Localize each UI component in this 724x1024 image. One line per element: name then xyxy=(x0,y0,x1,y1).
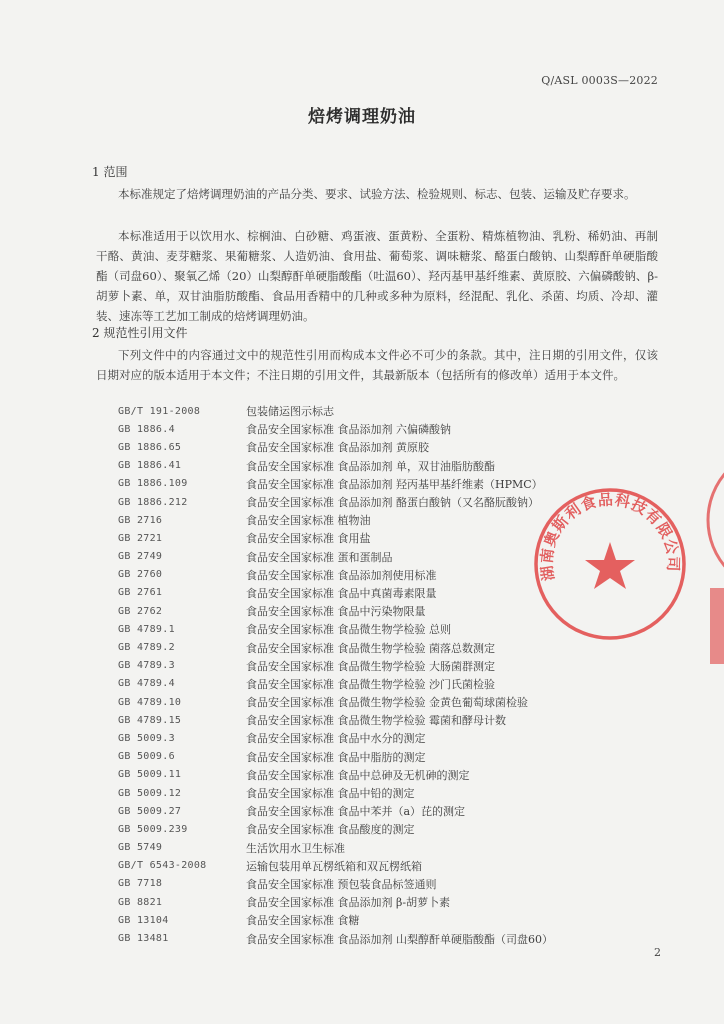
reference-code: GB 5009.239 xyxy=(118,823,188,835)
reference-code: GB 2749 xyxy=(118,551,163,563)
section-heading-references: 2 规范性引用文件 xyxy=(92,326,188,340)
reference-title: 食品安全国家标准 食品中铅的测定 xyxy=(246,787,415,801)
reference-row xyxy=(118,802,598,820)
reference-title: 生活饮用水卫生标准 xyxy=(246,841,345,855)
reference-row xyxy=(118,566,598,584)
reference-code: GB 1886.41 xyxy=(118,460,182,472)
reference-title: 食品安全国家标准 食品添加剂 羟丙基甲基纤维素（HPMC） xyxy=(246,477,543,491)
reference-title: 食品安全国家标准 食品添加剂 山梨醇酐单硬脂酸酯（司盘60） xyxy=(246,932,553,946)
reference-title: 食品安全国家标准 食糖 xyxy=(246,914,360,928)
reference-code: GB 2721 xyxy=(118,532,163,544)
reference-title: 食品安全国家标准 食品添加剂 酪蛋白酸钠（又名酪朊酸钠） xyxy=(246,496,539,510)
reference-code: GB 1886.65 xyxy=(118,441,182,453)
reference-title: 食品安全国家标准 食用盐 xyxy=(246,532,371,546)
reference-row xyxy=(118,548,598,566)
reference-code: GB 2761 xyxy=(118,587,163,599)
section-heading-scope: 1 范围 xyxy=(92,165,128,179)
reference-row xyxy=(118,857,598,875)
reference-title: 食品安全国家标准 食品微生物学检验 大肠菌群测定 xyxy=(246,659,495,673)
reference-row xyxy=(118,584,598,602)
reference-code: GB/T 6543-2008 xyxy=(118,860,207,872)
references-intro: 下列文件中的内容通过文中的规范性引用而构成本文件必不可少的条款。其中，注日期的引用文件，仅该日期对应的版本适用于本文件；不注日期的引用文件，其最新版本（包括所有的修改单）适用于本文件。 xyxy=(96,348,658,382)
reference-code: GB 1886.109 xyxy=(118,478,188,490)
scope-paragraph-2: 本标准适用于以饮用水、棕榈油、白砂糖、鸡蛋液、蛋黄粉、全蛋粉、精炼植物油、乳粉、稀奶油、再制干酪、黄油、麦芽糖浆、果葡糖浆、人造奶油、食用盐、葡萄浆、调味糖浆、酪蛋白酸钠、山梨醇酐单硬脂酸酯（司盘60）、聚氧乙烯（20）山梨醇酐单硬脂酸酯（吐温60）、羟丙基甲基纤维素、黄原胶、六偏磷酸钠、β-胡萝卜素、单，双甘油脂肪酸酯、食品用香精中的几种或多种为原料，经混配、乳化、杀菌、均质、冷却、灌装、速冻等工艺加工制成的焙烤调理奶油。 xyxy=(96,229,658,323)
reference-row xyxy=(118,839,598,857)
reference-row xyxy=(118,748,598,766)
reference-code: GB/T 191-2008 xyxy=(118,405,201,417)
reference-row xyxy=(118,675,598,693)
reference-title: 食品安全国家标准 预包装食品标签通则 xyxy=(246,877,437,891)
reference-title: 食品安全国家标准 食品酸度的测定 xyxy=(246,823,415,837)
reference-title: 食品安全国家标准 食品中脂肪的测定 xyxy=(246,750,426,764)
reference-title: 食品安全国家标准 食品微生物学检验 霉菌和酵母计数 xyxy=(246,714,506,728)
reference-row xyxy=(118,602,598,620)
reference-row xyxy=(118,711,598,729)
reference-code: GB 5009.27 xyxy=(118,805,182,817)
reference-code: GB 5009.3 xyxy=(118,732,175,744)
reference-row xyxy=(118,784,598,802)
reference-row xyxy=(118,402,598,420)
reference-title: 食品安全国家标准 植物油 xyxy=(246,514,371,528)
partial-seal-edge xyxy=(700,440,724,670)
reference-code: GB 4789.15 xyxy=(118,714,182,726)
reference-title: 食品安全国家标准 食品中污染物限量 xyxy=(246,605,426,619)
reference-row xyxy=(118,420,598,438)
reference-row xyxy=(118,620,598,638)
seal-star-icon xyxy=(585,542,635,589)
reference-row xyxy=(118,475,598,493)
reference-row xyxy=(118,875,598,893)
scope-paragraph-1: 本标准规定了焙烤调理奶油的产品分类、要求、试验方法、检验规则、标志、包装、运输及贮存要求。 xyxy=(118,187,636,201)
document-id: Q/ASL 0003S—2022 xyxy=(541,74,658,87)
company-seal xyxy=(530,484,690,644)
reference-title: 食品安全国家标准 食品微生物学检验 金黄色葡萄球菌检验 xyxy=(246,696,528,710)
reference-row xyxy=(118,529,598,547)
reference-row xyxy=(118,820,598,838)
reference-code: GB 4789.1 xyxy=(118,623,175,635)
reference-list xyxy=(118,402,598,948)
reference-title: 食品安全国家标准 食品添加剂 单，双甘油脂肪酸酯 xyxy=(246,459,495,473)
reference-row xyxy=(118,457,598,475)
reference-code: GB 13481 xyxy=(118,933,169,945)
reference-code: GB 4789.2 xyxy=(118,642,175,654)
reference-row xyxy=(118,693,598,711)
reference-row xyxy=(118,911,598,929)
reference-title: 包装储运图示标志 xyxy=(246,405,334,419)
reference-code: GB 5009.6 xyxy=(118,751,175,763)
reference-title: 食品安全国家标准 食品中苯并（a）芘的测定 xyxy=(246,805,466,819)
reference-title: 食品安全国家标准 食品添加剂 黄原胶 xyxy=(246,441,429,455)
reference-code: GB 5009.11 xyxy=(118,769,182,781)
reference-row xyxy=(118,929,598,947)
page-title: 焙烤调理奶油 xyxy=(308,107,416,127)
reference-code: GB 2716 xyxy=(118,514,163,526)
reference-code: GB 4789.10 xyxy=(118,696,182,708)
reference-row xyxy=(118,657,598,675)
reference-title: 食品安全国家标准 食品添加剂 β-胡萝卜素 xyxy=(246,896,451,910)
reference-row xyxy=(118,438,598,456)
reference-code: GB 1886.4 xyxy=(118,423,175,435)
reference-code: GB 8821 xyxy=(118,896,163,908)
reference-code: GB 13104 xyxy=(118,914,169,926)
reference-title: 食品安全国家标准 食品中总砷及无机砷的测定 xyxy=(246,768,470,782)
reference-title: 食品安全国家标准 食品微生物学检验 沙门氏菌检验 xyxy=(246,677,495,691)
reference-row xyxy=(118,511,598,529)
reference-code: GB 4789.4 xyxy=(118,678,175,690)
reference-code: GB 5749 xyxy=(118,842,163,854)
reference-row xyxy=(118,638,598,656)
reference-code: GB 2762 xyxy=(118,605,163,617)
reference-title: 食品安全国家标准 食品中水分的测定 xyxy=(246,732,426,746)
reference-row xyxy=(118,893,598,911)
reference-code: GB 4789.3 xyxy=(118,660,175,672)
reference-code: GB 5009.12 xyxy=(118,787,182,799)
reference-title: 食品安全国家标准 食品中真菌毒素限量 xyxy=(246,586,437,600)
reference-title: 食品安全国家标准 食品添加剂使用标准 xyxy=(246,568,437,582)
reference-title: 食品安全国家标准 食品添加剂 六偏磷酸钠 xyxy=(246,423,451,437)
reference-row xyxy=(118,493,598,511)
reference-title: 食品安全国家标准 食品微生物学检验 菌落总数测定 xyxy=(246,641,495,655)
reference-code: GB 2760 xyxy=(118,569,163,581)
reference-code: GB 7718 xyxy=(118,878,163,890)
reference-code: GB 1886.212 xyxy=(118,496,188,508)
reference-row xyxy=(118,729,598,747)
reference-title: 食品安全国家标准 蛋和蛋制品 xyxy=(246,550,393,564)
page-number: 2 xyxy=(654,946,661,959)
reference-title: 运输包装用单瓦楞纸箱和双瓦楞纸箱 xyxy=(246,859,422,873)
reference-title: 食品安全国家标准 食品微生物学检验 总则 xyxy=(246,623,451,637)
reference-row xyxy=(118,766,598,784)
seal-text: 湖南奥斯利食品科技有限公司 xyxy=(537,490,683,583)
